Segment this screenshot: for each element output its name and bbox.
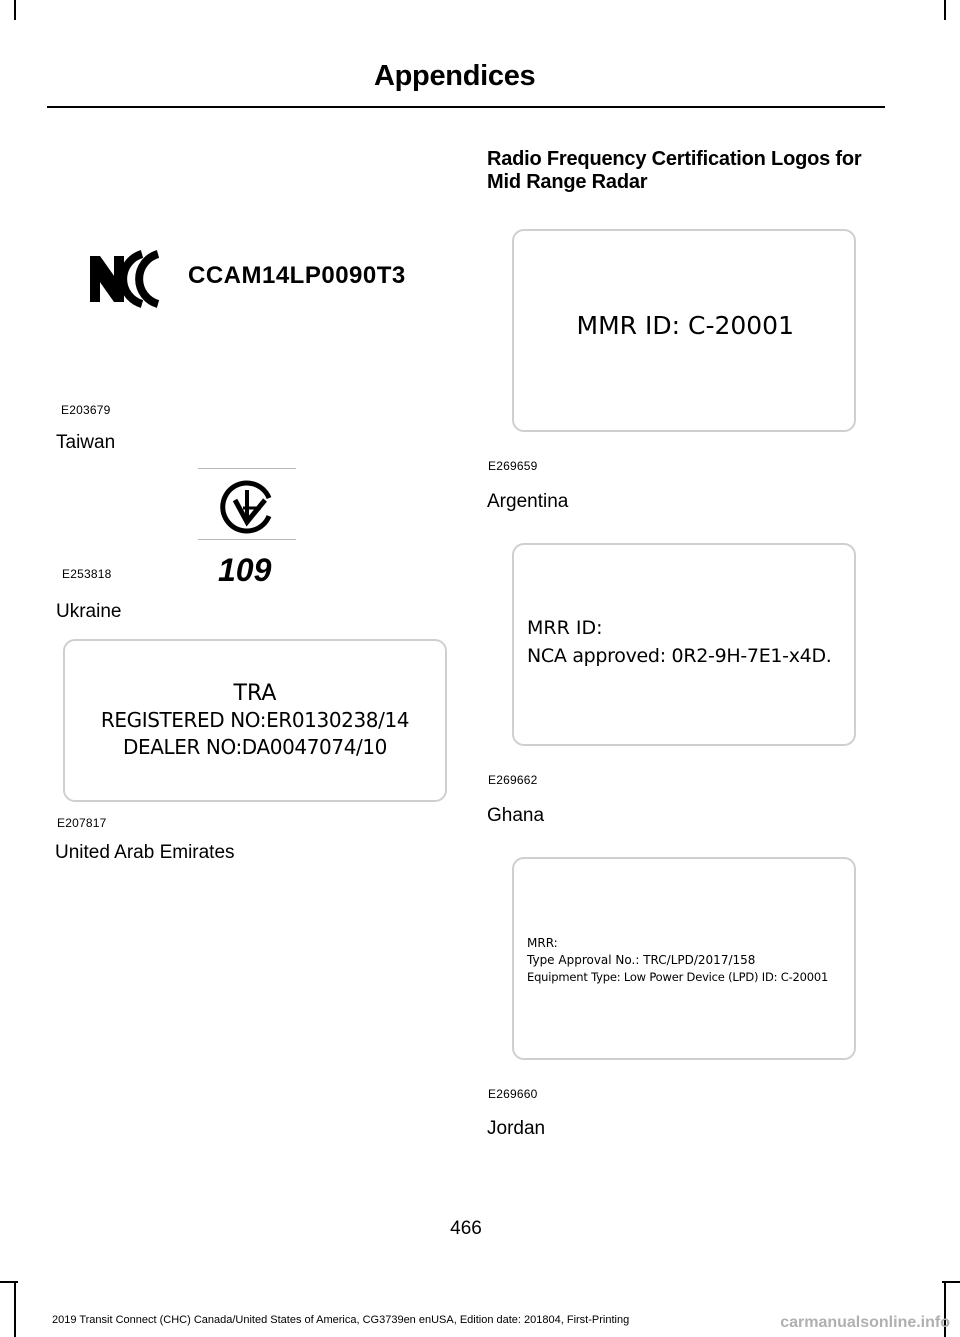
uae-caption: United Arab Emirates <box>55 842 235 863</box>
uae-image-code: E207817 <box>57 816 107 830</box>
crop-mark-bottom-left-v <box>14 1282 16 1337</box>
ghana-caption: Ghana <box>487 805 545 826</box>
taiwan-logo-text: CCAM14LP0090T3 <box>188 262 406 289</box>
jordan-label-line1: MRR: <box>527 936 558 950</box>
title-rule <box>47 106 885 108</box>
ghana-label-line2: NCA approved: 0R2-9H-7E1-x4D. <box>527 645 832 667</box>
ghana-label <box>512 543 856 746</box>
jordan-label-line2: Type Approval No.: TRC/LPD/2017/158 <box>527 953 756 967</box>
argentina-label <box>512 229 856 432</box>
jordan-caption: Jordan <box>487 1118 546 1139</box>
ncc-mark-icon <box>90 244 170 314</box>
argentina-label-text: MMR ID: C-20001 <box>576 311 794 340</box>
taiwan-image-code: E203679 <box>61 403 111 417</box>
ukraine-caption: Ukraine <box>56 601 122 622</box>
uae-label-line3: DEALER NO:DA0047074/10 <box>122 735 388 759</box>
ukraine-image-code: E253818 <box>62 567 112 581</box>
argentina-caption: Argentina <box>487 491 569 512</box>
radar-heading: Radio Frequency Certification Logos for Mid Range Radar <box>487 148 862 193</box>
uae-label-line1: TRA <box>233 681 277 706</box>
footer-text: 2019 Transit Connect (CHC) Canada/United States of America, CG3739en enUSA, Edition date: 201804, First-Printing <box>52 1314 630 1326</box>
ukraine-logo-number: 109 <box>218 552 272 588</box>
page-number: 466 <box>450 1218 482 1239</box>
crop-mark-top-left <box>14 0 16 20</box>
section-title: Appendices <box>374 60 536 92</box>
jordan-label-line3: Equipment Type: Low Power Device (LPD) ID: C-20001 <box>527 970 829 984</box>
ukraine-logo-top-rule <box>198 468 296 469</box>
ukraine-logo-bottom-rule <box>198 539 296 540</box>
ghana-label-line1: MRR ID: <box>527 617 603 639</box>
crop-mark-top-right <box>944 0 946 20</box>
jordan-label <box>512 857 856 1060</box>
uae-tra-label <box>63 639 447 802</box>
jordan-image-code: E269660 <box>488 1087 538 1101</box>
ghana-image-code: E269662 <box>488 773 538 787</box>
ukraine-logo <box>198 466 296 592</box>
taiwan-caption: Taiwan <box>56 432 116 453</box>
uae-label-line2: REGISTERED NO:ER0130238/14 <box>100 708 410 732</box>
argentina-image-code: E269659 <box>488 459 538 473</box>
watermark: carmanualsonline.info <box>780 1314 950 1331</box>
taiwan-ncc-logo <box>60 200 450 360</box>
ukraine-conformity-mark-icon <box>217 476 277 536</box>
